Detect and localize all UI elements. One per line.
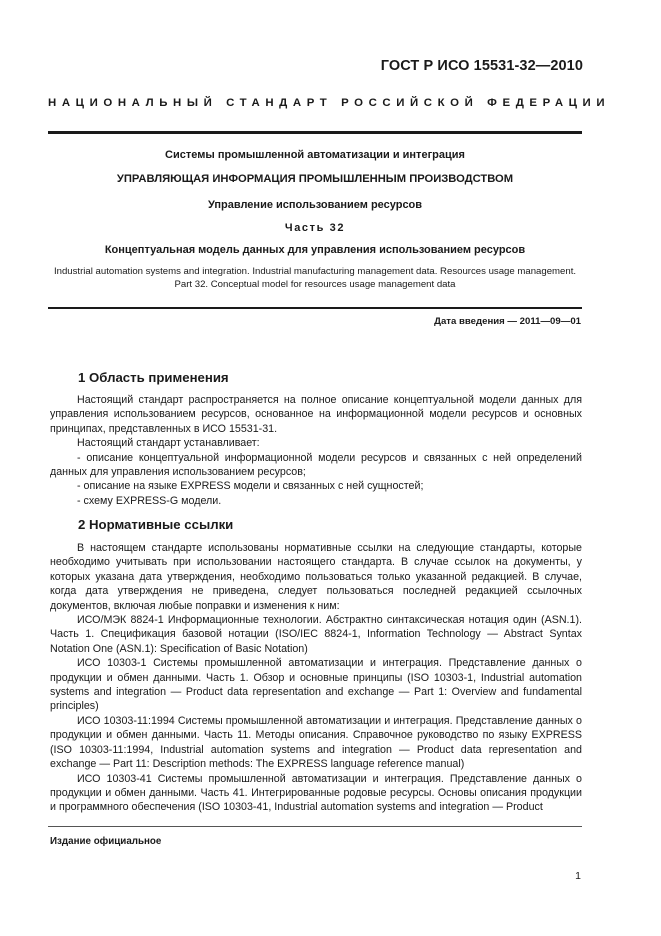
- edition-label: Издание официальное: [50, 836, 162, 847]
- list-item: - схему EXPRESS-G модели.: [77, 494, 222, 507]
- section-body-normative-references: [50, 541, 582, 815]
- footer-divider: [48, 826, 582, 827]
- title-series: Системы промышленной автоматизации и интеграция: [165, 149, 465, 161]
- section-heading-normative-references: 2 Нормативные ссылки: [78, 517, 234, 532]
- list-item: - описание концептуальной информационной модели ресурсов и связанных с ней определений данных для управления использованием ресурсов;: [50, 451, 582, 479]
- title-part: Часть 32: [284, 222, 346, 234]
- page-number: 1: [575, 870, 581, 882]
- reference-entry: ИСО 10303-41 Системы промышленной автоматизации и интеграция. Представление данных о продукции и обмен данными. Часть 41. Интегрированные родовые ресурсы. Основы описания продукции и программного обеспечения (ISO 10303-41, Industrial automation systems and integration — Product: [50, 772, 582, 814]
- title-divider: [48, 307, 582, 309]
- list-item: - описание на языке EXPRESS модели и связанных с ней сущностей;: [77, 480, 424, 493]
- reference-entry: ИСО 10303-1 Системы промышленной автоматизации и интеграция. Представление данных о продукции и обмен данными. Часть 1. Обзор и основные принципы (ISO 10303-1, Industrial automation systems and integration — Product data representation and exchange — Part 1: Overview and fundamental principles): [50, 657, 582, 713]
- reference-entry: ИСО 10303-11:1994 Системы промышленной автоматизации и интеграция. Представление данных о продукции и обмен данными. Часть 11. Методы описания. Справочное руководство по языку EXPRESS (ISO 10303-11:1994, Industrial automation systems and integration — Product data representation and exchange — Part 11: Description methods: The EXPRESS language reference manual): [50, 714, 582, 771]
- document-code: ГОСТ Р ИСО 15531-32—2010: [380, 58, 583, 74]
- title-subject: Управление использованием ресурсов: [207, 199, 423, 211]
- section-heading-scope: 1 Область применения: [78, 370, 229, 385]
- paragraph: В настоящем стандарте использованы нормативные ссылки на следующие стандарты, которые необходимо учитывать при использовании настоящего стандарта. В случае ссылок на документы, у которых указана дата утверждения, необходимо пользоваться только указанной редакцией. В случае, когда дата утверждения не приведена, следует пользоваться последней редакцией ссылочных документов, включая любые поправки и изменения к ним:: [50, 542, 582, 612]
- reference-entry: ИСО/МЭК 8824-1 Информационные технологии. Абстрактно синтаксическая нотация один (ASN.1). Часть 1. Спецификация базовой нотации (ISO/IEC 8824-1, Information Technology — Abstract Syntax Notation One (ASN.1): Specification of Basic Notation): [50, 614, 582, 655]
- introduction-date: Дата введения — 2011—09—01: [434, 316, 581, 327]
- title-part-name: Концептуальная модель данных для управления использованием ресурсов: [104, 244, 526, 256]
- header-divider: [48, 131, 582, 134]
- paragraph: Настоящий стандарт распространяется на полное описание концептуальной модели данных для управления использованием ресурсов, основанное на информационной модели ресурсов и основных принципах, представленных в ИСО 15531-31.: [50, 394, 582, 435]
- section-body-scope: [50, 393, 582, 508]
- national-standard-banner: НАЦИОНАЛЬНЫЙ СТАНДАРТ РОССИЙСКОЙ ФЕДЕРАЦИИ: [48, 97, 611, 109]
- english-title: Industrial automation systems and integration. Industrial manufacturing management data. Resources usage management. Part 32. Conceptual model for resources usage management data: [53, 266, 577, 290]
- paragraph: Настоящий стандарт устанавливает:: [77, 437, 260, 450]
- title-main: УПРАВЛЯЮЩАЯ ИНФОРМАЦИЯ ПРОМЫШЛЕННЫМ ПРОИЗВОДСТВОМ: [116, 173, 514, 185]
